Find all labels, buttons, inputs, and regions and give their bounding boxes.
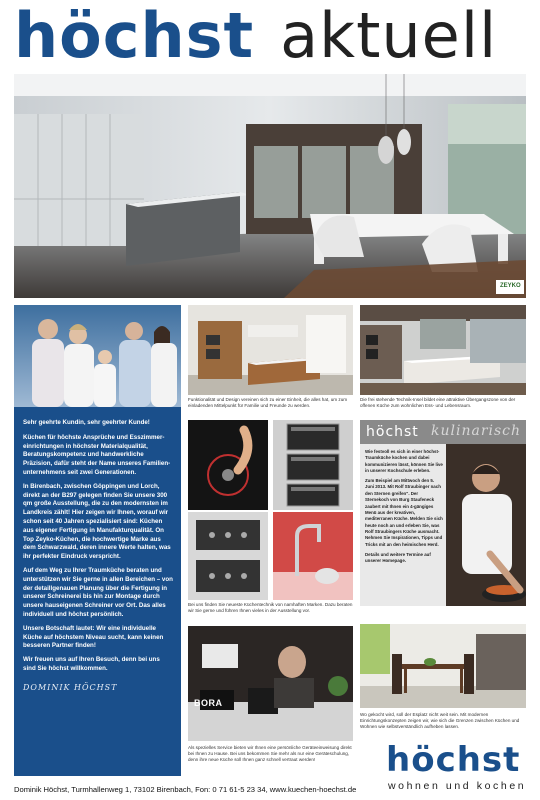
caption-kitchen-wood: Funktionalität und Design vereinen sich zu einer Einheit, die alles hat, um zum einladenden Mittelpunkt für Familie und Freunde zu werden.: [188, 397, 348, 409]
intro-letter: [14, 407, 181, 776]
kitchen-photo-island: [360, 305, 526, 395]
bora-logo: BORA: [194, 698, 223, 708]
footer-contact: Dominik Höchst, Turmhallenweg 1, 73102 Birenbach, Fon: 0 71 61-5 23 34, www.kuechen-hoechst.de: [14, 785, 357, 794]
zeyko-badge: ZEYKO: [500, 283, 521, 289]
family-photo: [14, 305, 181, 407]
hero-kitchen-photo: [14, 74, 526, 298]
caption-service: Als spezielles Service bieten wir Ihnen eine persönliche Geräteeinweisung direkt bei Ihnen zu Hause. Bei uns bekommen Sie mehr als nur eine Geräteschulung, denn ihre neue Küche soll Ihnen ganz schnell vertraut werden!: [188, 745, 352, 763]
bora-service-photo: [188, 626, 353, 741]
kulinarisch-script-title: kulinarisch: [431, 423, 522, 439]
signature: DOMINIK HÖCHST: [23, 682, 118, 692]
logo-tagline: wohnen und kochen: [388, 780, 527, 792]
intro-paragraph-2: In Birenbach, zwischen Göppingen und Lorch, direkt an der B297 gelegen finden Sie unsere 300 qm große Ausstellung, die zu den modernsten im Landkreis zählt! Hier zeigen wir Ihnen, worauf wir schon seit 40 Jahren spezialisiert sind: Küchen aus eigener Fertigung in Manufakturqualität. On Top Zeyko-Küchen, die hochwertige Marke aus dem Schwarzwald, deren innere Werte halten, was ihr perfekter Eindruck verspricht.: [23, 482, 171, 561]
intro-paragraph-1: Küchen für höchste Ansprüche und Esszimmereinrichtungen in höchster Materialqualität, Beratungskompetenz und handwerkliche Präzision, dafür steht der Name unseres Familienunternehmens seit zwei Generationen.: [23, 433, 171, 476]
oven-panel-photo: [188, 512, 268, 600]
kulinarisch-box: [360, 420, 526, 606]
oven-tower-photo: [273, 420, 353, 510]
kulinarisch-paragraph-2: Zum Beispiel am Mittwoch den 5. Juni 2013. Mit Rolf Straubinger nach den Sternen greifen". Der Sternekoch von Burg Staufeneck zaubert mit Ihnen ein 4-gängiges Menü aus der kreativen, mediterranen Küche. Melden Sie sich heute noch an und erleben Sie, was Rolf Straubingers Küche ausmacht. Nehmen Sie Inspirationen, Tipps und Tricks mit an den heimischen Herd.: [365, 478, 443, 547]
intro-paragraph-4: Unsere Botschaft lautet: Wir eine individuelle Küche auf höchstem Niveau sucht, kann keinen besseren Partner finden!: [23, 624, 164, 650]
hoechst-logo: höchst: [386, 740, 521, 780]
dining-photo: [360, 624, 526, 708]
masthead-subtitle: aktuell: [280, 0, 498, 72]
intro-greeting: Sehr geehrte Kundin, sehr geehrter Kunde!: [23, 419, 150, 426]
kulinarisch-paragraph-1: Wie festvoll es sich in einer höchst-Traumküche kochen und dabei kommunizieren lässt, können Sie live in unserer Kochschule erleben.: [365, 449, 443, 474]
faucet-photo: [273, 512, 353, 600]
caption-dining: Wo gekocht wird, soll der Esplatz nicht weit sein. Mit modernen Einrichtungskonzepten zeigen wir, wie sich die Grenzen zwischen Küchen und Wohnen wie selbstverständlich aufheben lassen.: [360, 712, 520, 730]
caption-kitchen-island: Die frei stehende Technik-Insel bildet eine attraktive Übergangszone von der offenen Küche zum wohnlichen Ess- und Lebensraum.: [360, 397, 516, 409]
kulinarisch-paragraph-3: Details und weitere Termine auf unserer Homepage.: [365, 551, 431, 563]
kitchen-photo-wood: [188, 305, 353, 395]
kulinarisch-title: höchst: [366, 424, 419, 440]
chef-photo: [446, 444, 526, 606]
masthead: [14, 0, 497, 70]
caption-appliances: Bei uns finden Sie neueste Küchentechnik von namhaften Marken. Dazu beraten wir Sie gerne und führen Ihnen vieles in der Ausstellung vor.: [188, 602, 353, 614]
intro-paragraph-3: Auf dem Weg zu Ihrer Traumküche beraten und unterstützen wir Sie gerne in allen Bereichen – von der detaillgenauen Planung über die Fertigung in unserer Schreinerei bis hin zur Montage durch unsere hauseigenen Schreiner vor Ort. Das alles individuell und höchst persönlich.: [23, 566, 173, 618]
kulinarisch-text: [365, 449, 443, 568]
intro-paragraph-5: Wir freuen uns auf Ihren Besuch, denn bei uns sind Sie höchst willkommen.: [23, 656, 160, 672]
masthead-brand: höchst: [14, 0, 255, 72]
cooktop-photo: [188, 420, 268, 510]
kulinarisch-header: [360, 420, 526, 444]
